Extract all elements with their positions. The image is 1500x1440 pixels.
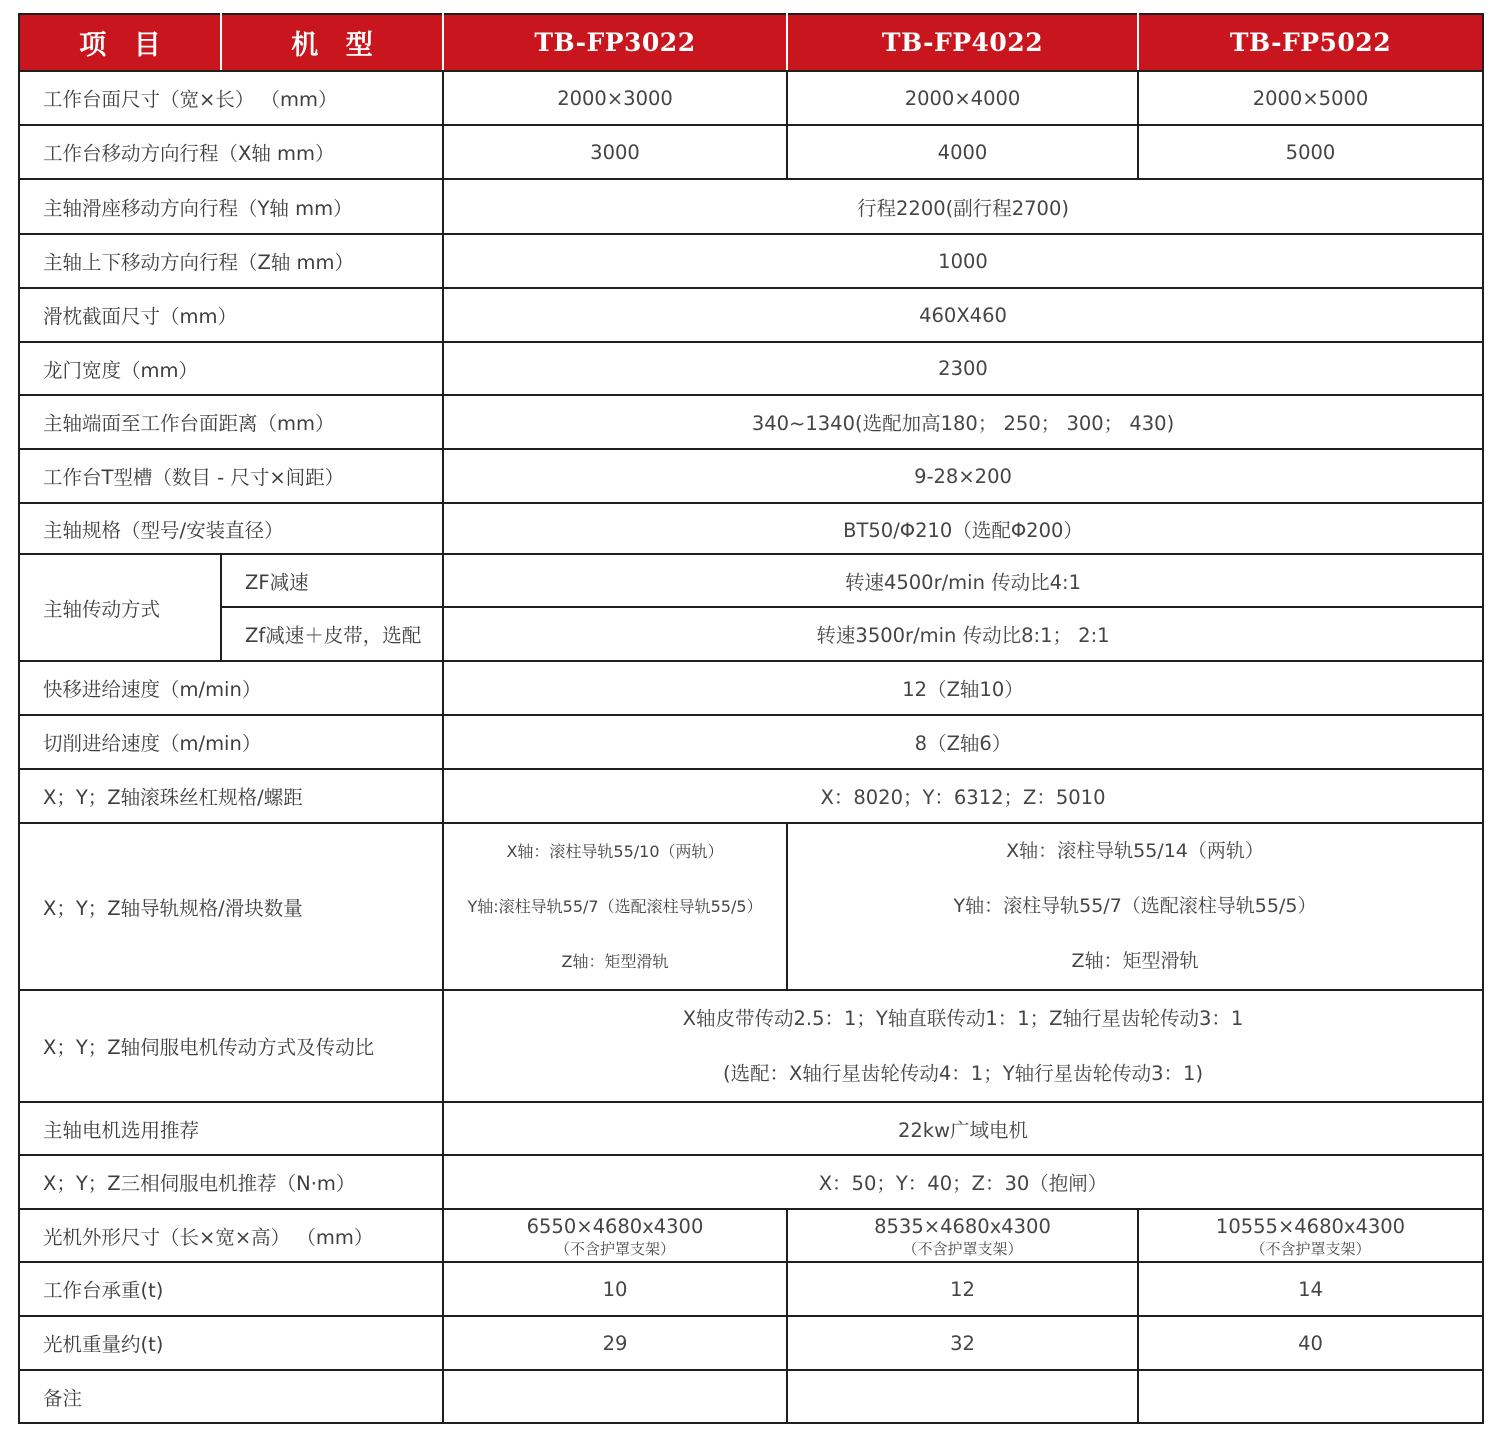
cell-x-travel-fp5022: 5000 [1138, 125, 1483, 179]
header-item-label: 项 目 [19, 14, 221, 71]
row-label-spindle-spec: 主轴规格（型号/安装直径） [19, 503, 443, 554]
machine-size-fp5022-value: 10555×4680x4300 [1215, 1214, 1406, 1238]
cell-remarks-fp3022 [443, 1370, 787, 1423]
header-model-fp3022: TB-FP3022 [443, 14, 787, 71]
row-label-spindle-to-table: 主轴端面至工作台面距离（mm） [19, 395, 443, 449]
machine-size-fp3022-value: 6550×4680x4300 [526, 1214, 704, 1238]
table-row [19, 769, 1483, 823]
table-row [19, 1155, 1483, 1209]
table-row [19, 661, 1483, 715]
row-sublabel-zf-belt: Zf减速＋皮带，选配 [221, 607, 443, 661]
row-label-remarks: 备注 [19, 1370, 443, 1423]
cell-gantry-width-all: 2300 [443, 342, 1483, 395]
row-label-rapid-feed: 快移进给速度（m/min） [19, 661, 443, 715]
cell-remarks-fp4022 [787, 1370, 1138, 1423]
table-row [19, 1316, 1483, 1370]
table-row [19, 1370, 1483, 1423]
cell-table-load-fp4022: 12 [787, 1262, 1138, 1316]
cell-worktable-size-fp5022: 2000×5000 [1138, 71, 1483, 125]
header-row [19, 14, 1483, 71]
row-label-machine-weight: 光机重量约(t) [19, 1316, 443, 1370]
cell-t-slot-all: 9-28×200 [443, 449, 1483, 503]
guide-rail-large-z: Z轴：矩型滑轨 [1071, 950, 1199, 972]
cell-guide-rail-fp3022 [443, 823, 787, 990]
cell-worktable-size-fp3022: 2000×3000 [443, 71, 787, 125]
cell-machine-weight-fp4022: 32 [787, 1316, 1138, 1370]
cell-spindle-motor-all: 22kw广域电机 [443, 1102, 1483, 1155]
cell-ram-section-all: 460X460 [443, 288, 1483, 342]
cell-cutting-feed-all: 8（Z轴6） [443, 715, 1483, 769]
cell-servo-drive-all [443, 990, 1483, 1102]
table-row [19, 990, 1483, 1102]
servo-drive-line2: (选配：X轴行星齿轮传动4：1；Y轴行星齿轮传动3：1) [722, 1062, 1204, 1085]
table-row [19, 125, 1483, 179]
cell-table-load-fp3022: 10 [443, 1262, 787, 1316]
row-label-servo-motor: X；Y；Z三相伺服电机推荐（N·m） [19, 1155, 443, 1209]
servo-drive-line1: X轴皮带传动2.5：1；Y轴直联传动1：1；Z轴行星齿轮传动3：1 [682, 1007, 1244, 1030]
cell-table-load-fp5022: 14 [1138, 1262, 1483, 1316]
row-label-worktable-size: 工作台面尺寸（宽×长） （mm） [19, 71, 443, 125]
row-label-z-travel: 主轴上下移动方向行程（Z轴 mm） [19, 234, 443, 288]
cell-zf-belt-all: 转速3500r/min 传动比8:1； 2:1 [443, 607, 1483, 661]
table-row [19, 179, 1483, 234]
row-label-x-travel: 工作台移动方向行程（X轴 mm） [19, 125, 443, 179]
cell-x-travel-fp4022: 4000 [787, 125, 1138, 179]
guide-rail-fp3022-x: X轴：滚柱导轨55/10（两轨） [506, 842, 724, 861]
table-row [19, 288, 1483, 342]
row-label-y-travel: 主轴滑座移动方向行程（Y轴 mm） [19, 179, 443, 234]
cell-remarks-fp5022 [1138, 1370, 1483, 1423]
guide-rail-fp3022-z: Z轴：矩型滑轨 [561, 952, 669, 971]
machine-size-fp5022-note: （不含护罩支架） [1250, 1239, 1371, 1258]
cell-machine-weight-fp3022: 29 [443, 1316, 787, 1370]
row-label-machine-size: 光机外形尺寸（长×宽×高） （mm） [19, 1209, 443, 1262]
guide-rail-fp3022-y: Y轴:滚柱导轨55/7（选配滚柱导轨55/5） [467, 897, 763, 916]
header-model-fp5022: TB-FP5022 [1138, 14, 1483, 71]
row-label-spindle-drive: 主轴传动方式 [19, 554, 221, 661]
row-label-cutting-feed: 切削进给速度（m/min） [19, 715, 443, 769]
table-row [19, 715, 1483, 769]
machine-size-fp4022-note: （不含护罩支架） [902, 1239, 1023, 1258]
cell-rapid-feed-all: 12（Z轴10） [443, 661, 1483, 715]
cell-spindle-to-table-all: 340~1340(选配加高180； 250； 300； 430) [443, 395, 1483, 449]
row-label-ballscrew: X；Y；Z轴滚珠丝杠规格/螺距 [19, 769, 443, 823]
cell-y-travel-all: 行程2200(副行程2700) [443, 179, 1483, 234]
cell-servo-motor-all: X：50；Y：40；Z：30（抱闸） [443, 1155, 1483, 1209]
guide-rail-large-y: Y轴：滚柱导轨55/7（选配滚柱导轨55/5） [953, 895, 1317, 917]
row-label-spindle-motor: 主轴电机选用推荐 [19, 1102, 443, 1155]
table-row [19, 234, 1483, 288]
cell-machine-size-fp4022 [787, 1209, 1138, 1262]
cell-ballscrew-all: X：8020；Y：6312；Z：5010 [443, 769, 1483, 823]
table-row [19, 1102, 1483, 1155]
row-label-gantry-width: 龙门宽度（mm） [19, 342, 443, 395]
cell-worktable-size-fp4022: 2000×4000 [787, 71, 1138, 125]
table-row [19, 1209, 1483, 1262]
row-label-servo-drive: X；Y；Z轴伺服电机传动方式及传动比 [19, 990, 443, 1102]
cell-machine-weight-fp5022: 40 [1138, 1316, 1483, 1370]
table-row [19, 823, 1483, 990]
cell-spindle-spec-all: BT50/Φ210（选配Φ200） [443, 503, 1483, 554]
row-sublabel-zf-reducer: ZF减速 [221, 554, 443, 607]
row-label-t-slot: 工作台T型槽（数目 - 尺寸×间距） [19, 449, 443, 503]
table-row [19, 503, 1483, 554]
guide-rail-large-x: X轴：滚柱导轨55/14（两轨） [1006, 840, 1264, 862]
table-row [19, 342, 1483, 395]
cell-guide-rail-fp4022-fp5022 [787, 823, 1483, 990]
cell-x-travel-fp3022: 3000 [443, 125, 787, 179]
table-row [19, 1262, 1483, 1316]
cell-z-travel-all: 1000 [443, 234, 1483, 288]
machine-size-fp4022-value: 8535×4680x4300 [874, 1214, 1051, 1238]
machine-spec-table [18, 13, 1484, 1424]
table-row [19, 449, 1483, 503]
cell-machine-size-fp3022 [443, 1209, 787, 1262]
cell-machine-size-fp5022 [1138, 1209, 1483, 1262]
table-row [19, 71, 1483, 125]
row-label-guide-rail: X；Y；Z轴导轨规格/滑块数量 [19, 823, 443, 990]
table-row [19, 607, 1483, 661]
cell-zf-reducer-all: 转速4500r/min 传动比4:1 [443, 554, 1483, 607]
row-label-table-load: 工作台承重(t) [19, 1262, 443, 1316]
table-row [19, 554, 1483, 607]
row-label-ram-section: 滑枕截面尺寸（mm） [19, 288, 443, 342]
header-model-label: 机 型 [221, 14, 443, 71]
header-model-fp4022: TB-FP4022 [787, 14, 1138, 71]
machine-size-fp3022-note: （不含护罩支架） [554, 1239, 675, 1258]
table-row [19, 395, 1483, 449]
